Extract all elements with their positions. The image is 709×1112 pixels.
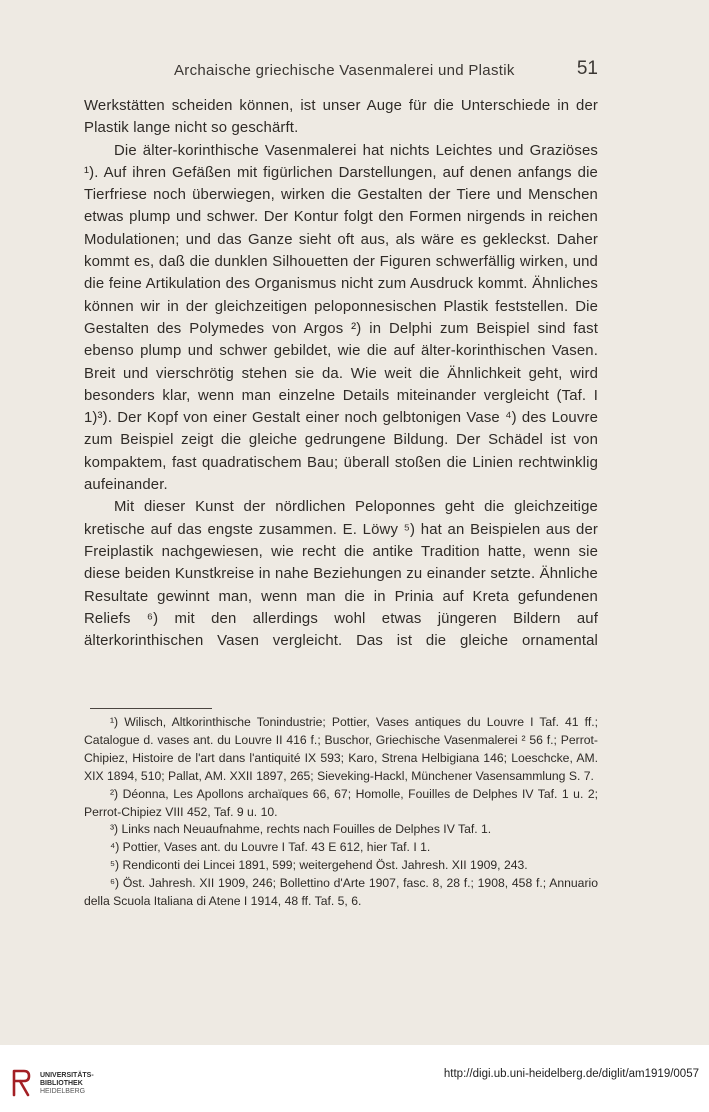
- library-name: [40, 1072, 94, 1096]
- running-title: Archaische griechische Vasenmalerei und Plastik: [174, 62, 515, 79]
- heidelberg-library-logo-icon[interactable]: [10, 1068, 32, 1098]
- footnote: ⁵) Rendiconti dei Lincei 1891, 599; weitergehend Öst. Jahresh. XII 1909, 243.: [110, 858, 528, 873]
- source-url-link[interactable]: http://digi.ub.uni-heidelberg.de/diglit/am1919/0057: [443, 1068, 699, 1080]
- library-name-line: UNIVERSITÄTS-: [40, 1072, 94, 1079]
- digitization-footer: [0, 1045, 709, 1112]
- library-name-line: BIBLIOTHEK: [40, 1080, 83, 1087]
- footnote: ⁶) Öst. Jahresh. XII 1909, 246; Bollettino d'Arte 1907, fasc. 8, 28 f.; 1908, 458 f.; Annuario della Scuola Italiana di Atene I 1914, 48 ff. Taf. 5, 6.: [84, 876, 598, 909]
- footnotes: [84, 714, 598, 911]
- paragraph: Mit dieser Kunst der nördlichen Peloponnes geht die gleichzeitige kretische auf das engste zusammen. E. Löwy ⁵) hat an Beispielen aus der Freiplastik nachgewiesen, wie recht die antike Tradition hatte, wenn sie diese beiden Kunstkreise in nahe Beziehungen zu einander setzte. Ähnliche Resultate gewinnt man, wenn man die in Prinia auf Kreta gefundenen Reliefs ⁶) mit den allerdings wohl etwas jüngeren Bildern auf älterkorinthischen Vasen vergleicht. Das ist die gleiche ornamental: [84, 499, 598, 650]
- footnote-divider: [90, 708, 212, 709]
- page-number: 51: [576, 58, 598, 79]
- page-header: [84, 60, 598, 84]
- library-city: HEIDELBERG: [40, 1088, 86, 1095]
- footnote: ³) Links nach Neuaufnahme, rechts nach Fouilles de Delphes IV Taf. 1.: [110, 822, 492, 837]
- body-text: [84, 95, 598, 652]
- paragraph: Die älter-korinthische Vasenmalerei hat nichts Leichtes und Graziöses ¹). Auf ihren Gefäßen mit figürlichen Darstellungen, auf denen anfangs die Tierfriese noch überwiegen, wirken die Gestalten der Tiere und Menschen etwas plump und schwer. Der Kontur folgt den Formen nirgends in reichen Modulationen; und das Ganze sieht oft aus, als wäre es gekleckst. Daher kommt es, daß die dunklen Silhouetten der Figuren schwerfällig wirken, und die feine Artikulation des Organismus nicht zum Ausdruck kommt. Ähnliches können wir in der gleichzeitigen peloponnesischen Plastik feststellen. Die Gestalten des Polymedes von Argos ²) in Delphi zum Beispiel sind fast ebenso plump und schwer gebildet, wie die auf älter-korinthischen Vasen. Breit und vierschrötig stehen sie da. Wie weit die Ähnlichkeit geht, wird besonders klar, wenn man einzelne Details miteinander vergleicht (Taf. I 1)³). Der Kopf von einer Gestalt einer noch gelbtonigen Vase ⁴) des Louvre zum Beispiel zeigt die gleiche gedrungene Bildung. Der Schädel ist von kompaktem, fast quadratischem Bau; überall stoßen die Linien rechtwinklig aufeinander.: [84, 142, 598, 494]
- footnote: ⁴) Pottier, Vases ant. du Louvre I Taf. 43 E 612, hier Taf. I 1.: [110, 840, 431, 855]
- footnote: ¹) Wilisch, Altkorinthische Tonindustrie; Pottier, Vases antiques du Louvre I Taf. 41 ff.; Catalogue d. vases ant. du Louvre II 416 f.; Buschor, Griechische Vasenmalerei ² 56 f.; Perrot-Chipiez, Histoire de l'art dans l'antiquité IX 593; Karo, Strena Helbigiana 146; Loeschcke, AM. XIX 1894, 510; Pallat, AM. XXII 1897, 265; Sieveking-Hackl, Münchener Vasensammlung S. 7.: [84, 715, 598, 783]
- paragraph: Werkstätten scheiden können, ist unser Auge für die Unterschiede in der Plastik lange nicht so geschärft.: [84, 98, 598, 137]
- footnote: ²) Déonna, Les Apollons archaïques 66, 67; Homolle, Fouilles de Delphes IV Taf. 1 u. 2; Perrot-Chipiez VIII 452, Taf. 9 u. 10.: [84, 786, 598, 819]
